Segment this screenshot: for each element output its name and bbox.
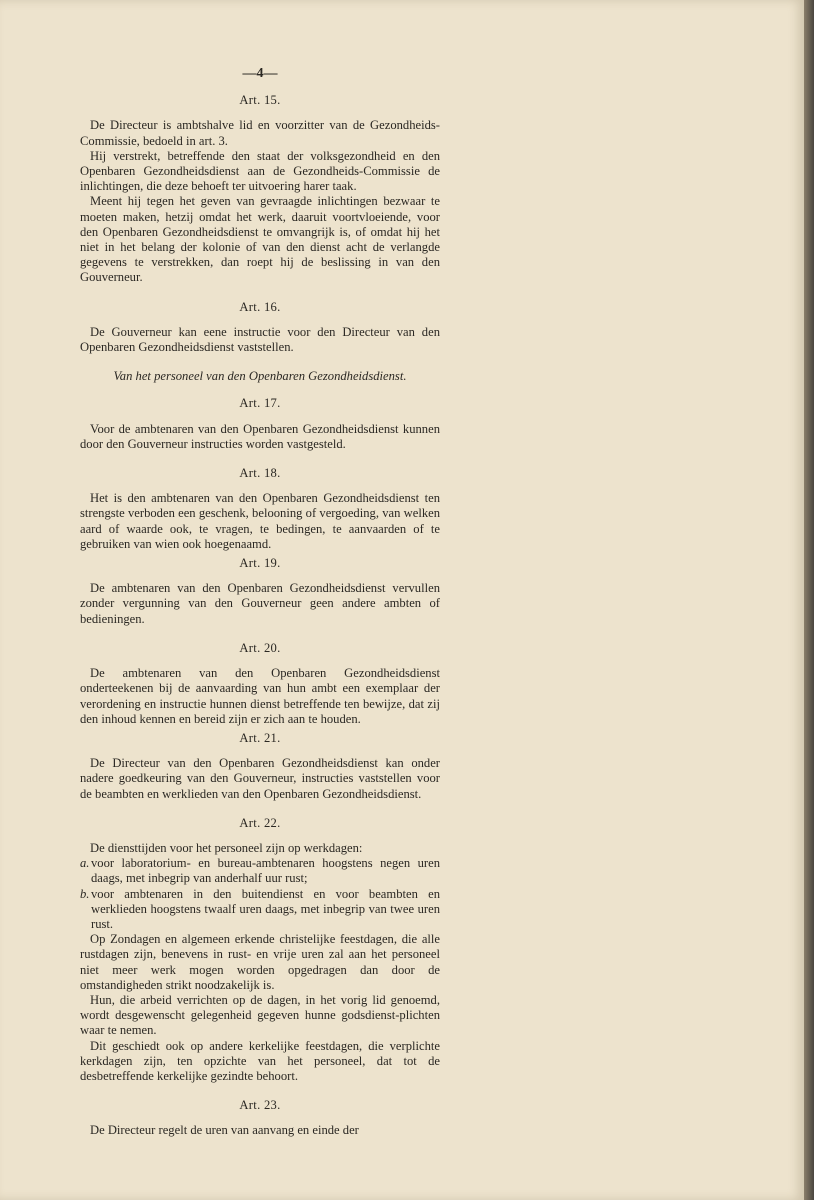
article-15-paragraph-3: Meent hij tegen het geven van gevraagde inlichtingen bezwaar te moeten maken, hetzij omdat het werk, daaruit voortvloeiende, voor den Openbaren Gezondheidsdienst te omvangrijk is, of omdat hij het niet in het belang der kolonie of van den dienst acht de verlangde gegevens te verstrekken, dan roept hij de beslissing in van den Gouverneur. bbox=[80, 194, 440, 285]
article-20-title: Art. 20. bbox=[239, 640, 281, 655]
text-column bbox=[80, 66, 440, 1153]
article-22-item-b bbox=[80, 887, 440, 933]
article-23-title: Art. 23. bbox=[239, 1098, 281, 1113]
article-19 bbox=[80, 556, 440, 627]
item-b-text: voor ambtenaren in den buitendienst en voor beambten en werklieden hoogstens twaalf uren daags, met inbegrip van twee uren rust. bbox=[91, 886, 440, 931]
article-15-paragraph-2: Hij verstrekt, betreffende den staat der volksgezondheid en den Openbaren Gezondheidsdienst aan de Gezondheids-Commissie de inlichtingen, die deze behoeft ter uitvoering harer taak. bbox=[80, 148, 440, 194]
item-a-text: voor laboratorium- en bureau-ambtenaren hoogstens negen uren daags, met inbegrip van anderhalf uur rust; bbox=[91, 856, 440, 886]
article-16-title: Art. 16. bbox=[239, 299, 281, 314]
article-21 bbox=[80, 731, 440, 802]
article-19-paragraph-1: De ambtenaren van den Openbaren Gezondheidsdienst vervullen zonder vergunning van den Gouverneur geen andere ambten of bedieningen. bbox=[80, 581, 440, 626]
article-15-title: Art. 15. bbox=[239, 93, 281, 108]
article-23 bbox=[80, 1098, 440, 1138]
article-22-paragraph-2: Op Zondagen en algemeen erkende christelijke feestdagen, die alle rustdagen zijn, benevens in rust- en vrije uren zal aan het personeel niet meer werk mogen worden opgedragen dan door de omstandigheden strikt noodzakelijk is. bbox=[80, 932, 440, 992]
article-16-paragraph-1: De Gouverneur kan eene instructie voor den Directeur van den Openbaren Gezondheidsdienst vaststellen. bbox=[80, 324, 440, 355]
article-17-paragraph-1: Voor de ambtenaren van den Openbaren Gezondheidsdienst kunnen door den Gouverneur instructies worden vastgesteld. bbox=[80, 421, 440, 451]
article-22-paragraph-4: Dit geschiedt ook op andere kerkelijke feestdagen, die verplichte kerkdagen zijn, ten opzichte van het personeel, dat tot de desbetreffende kerkelijke gezindte behoort. bbox=[80, 1038, 440, 1083]
article-17 bbox=[80, 396, 440, 452]
article-17-title: Art. 17. bbox=[239, 396, 281, 411]
article-22-title: Art. 22. bbox=[239, 815, 281, 830]
article-19-title: Art. 19. bbox=[239, 556, 281, 571]
article-18 bbox=[80, 466, 440, 552]
page-number: —4— bbox=[242, 66, 278, 81]
article-15 bbox=[80, 93, 440, 285]
page-edge bbox=[804, 0, 814, 1200]
section-heading: Van het personeel van den Openbaren Gezondheidsdienst. bbox=[113, 369, 407, 384]
article-20 bbox=[80, 641, 440, 727]
article-22-paragraph-3: Hun, die arbeid verrichten op de dagen, in het vorig lid genoemd, wordt desgewenscht gelegenheid gegeven hunne godsdienst-plichten waar te nemen. bbox=[80, 992, 440, 1038]
article-23-paragraph-1: De Directeur regelt de uren van aanvang en einde der bbox=[90, 1123, 359, 1138]
article-22 bbox=[80, 816, 440, 1084]
article-22-paragraph-1: De diensttijden voor het personeel zijn op werkdagen: bbox=[90, 840, 363, 855]
article-18-paragraph-1: Het is den ambtenaren van den Openbaren Gezondheidsdienst ten strengste verboden een geschenk, belooning of vergoeding, van welken aard of waarde ook, te vragen, te bedingen, te aanvaarden of te gebruiken van wien ook hoegenaamd. bbox=[80, 491, 440, 551]
article-22-item-a bbox=[80, 856, 440, 886]
article-20-paragraph-1: De ambtenaren van den Openbaren Gezondheidsdienst onderteekenen bij de aanvaarding van hun ambt een exemplaar der verordening en instructie hunnen dienst betreffende ten bewijze, dat zij den inhoud kennen en bereid zijn er zich aan te houden. bbox=[80, 666, 440, 726]
article-21-paragraph-1: De Directeur van den Openbaren Gezondheidsdienst kan onder nadere goedkeuring van den Gouverneur, instructies vaststellen voor de beambten en werklieden van den Openbaren Gezondheidsdienst. bbox=[80, 756, 440, 801]
article-21-title: Art. 21. bbox=[239, 730, 281, 745]
article-16 bbox=[80, 300, 440, 356]
item-a-label: a. bbox=[80, 856, 90, 871]
article-15-paragraph-1: De Directeur is ambtshalve lid en voorzitter van de Gezondheids-Commissie, bedoeld in art. 3. bbox=[80, 118, 440, 148]
item-b-label: b. bbox=[80, 886, 90, 901]
article-18-title: Art. 18. bbox=[239, 466, 281, 481]
